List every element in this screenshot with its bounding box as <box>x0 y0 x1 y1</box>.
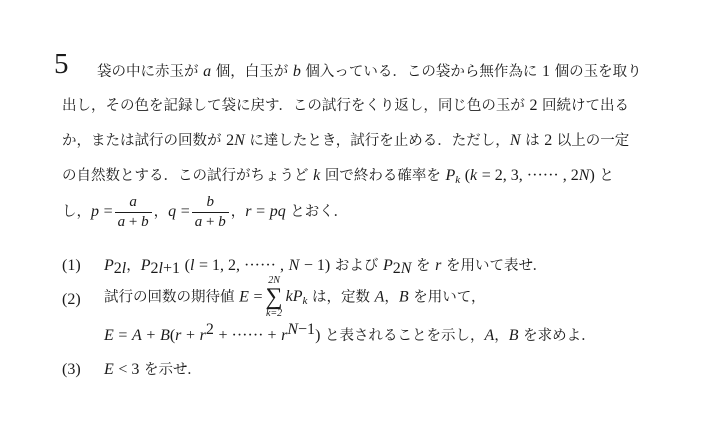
problem-line-3: か，または試行の回数が 2N に達したとき，試行を止める．ただし，N は 2 以上の一定 <box>62 132 630 149</box>
problem-line-2: 出し，その色を記録して袋に戻す．この試行をくり返し，同じ色の玉が 2 回続けて出る <box>62 97 630 114</box>
problem-line-5: し，p = $\frac{a}{a + b}$ ，q = $\frac{b}{a + b}$ ，r = pq とおく． <box>62 194 349 230</box>
summation-symbol: 2N ∑ k=2 <box>265 275 283 319</box>
fraction-p: $\frac{a}{a + b}$ <box>115 194 152 230</box>
question-1-label: (1) <box>62 257 81 274</box>
problem-line-4: の自然数とする．この試行がちょうど k 回で終わる確率を $P_k$ (k = 2, 3, ······ , 2N) と <box>62 167 614 186</box>
problem-line-1: 袋の中に赤玉が a 個，白玉が b 個入っている．この袋から無作為に 1 個の玉を取り <box>97 63 642 80</box>
question-3-text: E < 3 を示せ． <box>104 361 202 378</box>
problem-number: 5 <box>54 48 69 80</box>
question-2-label: (2) <box>62 291 81 308</box>
question-2-text-2: $E = A + B(r + r^2$ + ······ + $r^{N-1}$) と表されることを示し，A，B を求めよ． <box>104 321 596 344</box>
question-1-text: $P_{2l}$，$P_{2l+1}$ (l = 1, 2, ······ , N − 1) および $P_{2N}$ を r を用いて表せ． <box>104 257 548 277</box>
question-3-label: (3) <box>62 361 81 378</box>
question-2-text: 試行の回数の期待値 E = 2N ∑ k=2 $kP_k$ は，定数 A，B を用いて， <box>104 275 486 319</box>
fraction-q: $\frac{b}{a + b}$ <box>192 194 229 230</box>
